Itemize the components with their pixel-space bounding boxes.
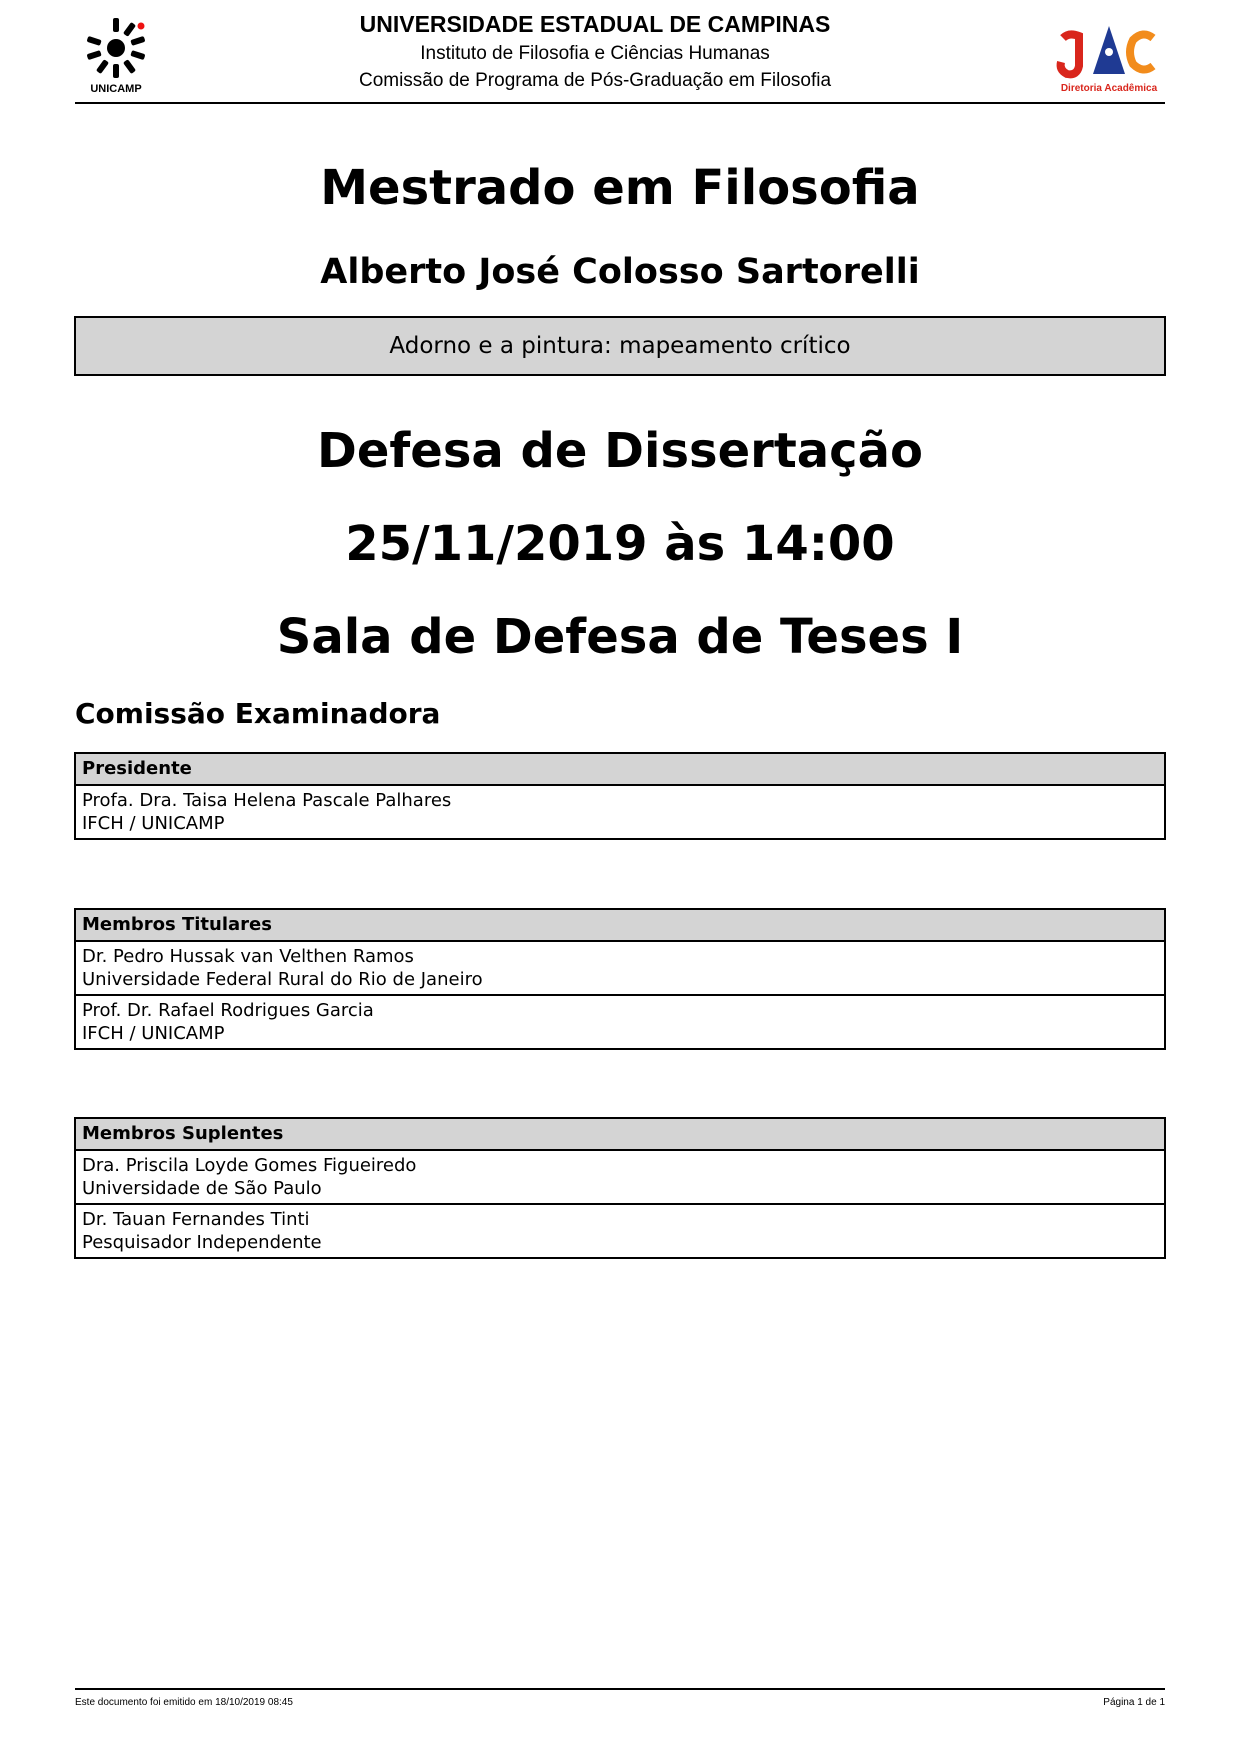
unicamp-logo-text: UNICAMP bbox=[90, 83, 142, 95]
member-affiliation: IFCH / UNICAMP bbox=[82, 813, 225, 834]
president-section bbox=[74, 752, 1166, 840]
member-name: Dra. Priscila Loyde Gomes Figueiredo bbox=[82, 1155, 417, 1176]
dac-logo-text: Diretoria Acadêmica bbox=[1060, 83, 1158, 94]
commission-name: Comissão de Programa de Pós-Graduação em Filosofia bbox=[358, 70, 832, 91]
member-row bbox=[76, 994, 1164, 1048]
member-affiliation: Universidade Federal Rural do Rio de Janeiro bbox=[82, 969, 483, 990]
member-row bbox=[76, 1203, 1164, 1257]
unicamp-logo bbox=[81, 14, 151, 96]
committee-heading: Comissão Examinadora bbox=[75, 697, 441, 730]
issued-timestamp: Este documento foi emitido em 18/10/2019 08:45 bbox=[75, 1697, 293, 1708]
member-row bbox=[76, 1151, 1164, 1203]
document-header bbox=[75, 8, 1165, 104]
dac-logo bbox=[1053, 18, 1165, 96]
suplentes-section bbox=[74, 1117, 1166, 1259]
section-header: Presidente bbox=[76, 754, 1164, 786]
header-text-block bbox=[275, 8, 915, 94]
member-affiliation: Pesquisador Independente bbox=[82, 1232, 322, 1253]
page-number: Página 1 de 1 bbox=[1103, 1697, 1165, 1708]
event-datetime: 25/11/2019 às 14:00 bbox=[345, 516, 895, 572]
university-name: UNIVERSIDADE ESTADUAL DE CAMPINAS bbox=[359, 11, 831, 37]
student-name: Alberto José Colosso Sartorelli bbox=[320, 252, 920, 292]
document-footer bbox=[75, 1688, 1165, 1708]
course-title: Mestrado em Filosofia bbox=[320, 160, 920, 216]
member-affiliation: Universidade de São Paulo bbox=[82, 1178, 322, 1199]
titulares-section bbox=[74, 908, 1166, 1050]
member-name: Dr. Tauan Fernandes Tinti bbox=[82, 1209, 310, 1230]
member-name: Dr. Pedro Hussak van Velthen Ramos bbox=[82, 946, 414, 967]
event-type: Defesa de Dissertação bbox=[317, 423, 923, 479]
section-header: Membros Suplentes bbox=[76, 1119, 1164, 1151]
institute-name: Instituto de Filosofia e Ciências Humanas bbox=[420, 43, 770, 64]
member-name: Profa. Dra. Taisa Helena Pascale Palhares bbox=[82, 790, 452, 811]
event-room: Sala de Defesa de Teses I bbox=[276, 609, 964, 665]
member-affiliation: IFCH / UNICAMP bbox=[82, 1023, 225, 1044]
section-header: Membros Titulares bbox=[76, 910, 1164, 942]
member-row bbox=[76, 786, 1164, 838]
member-row bbox=[76, 942, 1164, 994]
thesis-title-box: Adorno e a pintura: mapeamento crítico bbox=[74, 316, 1166, 376]
member-name: Prof. Dr. Rafael Rodrigues Garcia bbox=[82, 1000, 374, 1021]
